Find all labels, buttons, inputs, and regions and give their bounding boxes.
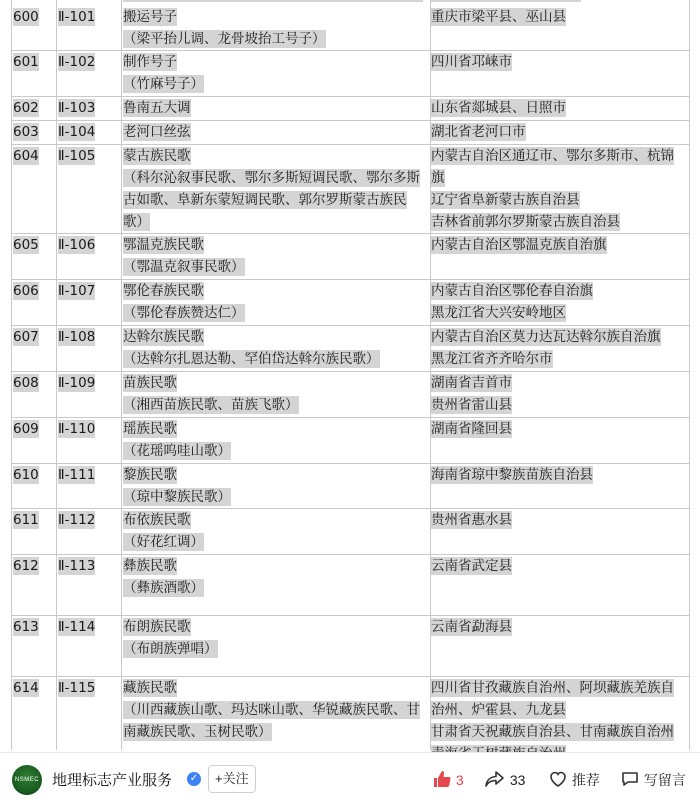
- item-subtitle: （达斡尔扎恩达勒、罕伯岱达斡尔族民歌）: [123, 351, 380, 367]
- item-name-text: 鄂伦春族民歌: [123, 283, 204, 299]
- item-name-text: 制作号子: [123, 54, 177, 70]
- item-code: [58, 555, 95, 577]
- item-subtitle: 歌）: [123, 214, 150, 230]
- table-row: [11, 616, 689, 677]
- item-location: [431, 280, 693, 324]
- location-line: 内蒙古自治区鄂温克族自治旗: [431, 237, 607, 253]
- share-arrow-icon: [484, 769, 506, 789]
- table-row: [11, 280, 689, 326]
- recommend-label: 推荐: [571, 772, 600, 788]
- location-line: 四川省邛崃市: [431, 54, 512, 70]
- location-line: 海南省琼中黎族苗族自治县: [431, 467, 593, 483]
- item-subtitle: （花瑶呜哇山歌）: [123, 443, 231, 459]
- item-location: [431, 509, 693, 531]
- item-code-text: Ⅱ-104: [58, 124, 96, 140]
- location-line: 贵州省惠水县: [431, 512, 512, 528]
- location-line: 黑龙江省齐齐哈尔市: [431, 351, 553, 367]
- row-number: [13, 677, 39, 699]
- table-row: [11, 464, 689, 509]
- item-name-text: 搬运号子: [123, 9, 177, 25]
- location-line: 湖北省老河口市: [431, 124, 526, 140]
- item-name-text: 布依族民歌: [123, 512, 191, 528]
- item-subtitle: （鄂伦春族赞达仁）: [123, 305, 245, 321]
- item-code-text: Ⅱ-109: [58, 375, 96, 391]
- item-code: [58, 97, 95, 119]
- table-row: [11, 6, 689, 51]
- item-code: [58, 234, 95, 256]
- item-location: [431, 616, 693, 638]
- item-code-text: Ⅱ-101: [58, 9, 96, 25]
- row-number-text: 603: [13, 124, 39, 140]
- row-number-text: 605: [13, 237, 39, 253]
- article-footer-bar: [0, 752, 700, 803]
- location-line: 重庆市梁平县、巫山县: [431, 9, 566, 25]
- item-code: [58, 464, 95, 486]
- row-number: [13, 234, 39, 256]
- like-count: 3: [455, 772, 464, 788]
- item-name: [123, 677, 429, 743]
- item-name-text: 藏族民歌: [123, 680, 177, 696]
- item-subtitle: 南藏族民歌、玉树民歌）: [123, 724, 272, 740]
- table-row: [11, 121, 689, 145]
- row-number-text: 600: [13, 9, 39, 25]
- item-name-text: 布朗族民歌: [123, 619, 191, 635]
- location-line: 吉林省前郭尔罗斯蒙古族自治县: [431, 214, 620, 230]
- item-code: [58, 677, 95, 699]
- row-number-text: 602: [13, 100, 39, 116]
- account-logo[interactable]: NSMEC: [12, 765, 42, 795]
- item-code-text: Ⅱ-113: [58, 558, 96, 574]
- table-row: [11, 555, 689, 616]
- item-code-text: Ⅱ-106: [58, 237, 96, 253]
- comment-edit-icon: [620, 769, 640, 789]
- item-subtitle: （鄂温克叙事民歌）: [123, 259, 245, 275]
- item-location: [431, 6, 693, 28]
- item-code-text: Ⅱ-110: [58, 421, 96, 437]
- column-divider: [11, 0, 12, 750]
- item-name-text: 苗族民歌: [123, 375, 177, 391]
- row-number-text: 612: [13, 558, 39, 574]
- item-location: [431, 464, 693, 486]
- item-code-text: Ⅱ-115: [58, 680, 96, 696]
- row-number-text: 608: [13, 375, 39, 391]
- comment-button[interactable]: [620, 769, 686, 790]
- item-name: [123, 121, 429, 143]
- item-name: [123, 464, 429, 508]
- item-name-text: 老河口丝弦: [123, 124, 191, 140]
- like-button[interactable]: [432, 769, 464, 789]
- item-code-text: Ⅱ-111: [58, 467, 96, 483]
- row-number-text: 613: [13, 619, 39, 635]
- item-name: [123, 372, 429, 416]
- item-name: [123, 280, 429, 324]
- column-divider: [430, 0, 431, 750]
- item-code-text: Ⅱ-112: [58, 512, 96, 528]
- item-location: [431, 234, 693, 256]
- row-number-text: 614: [13, 680, 39, 696]
- row-number: [13, 418, 39, 440]
- item-name: [123, 234, 429, 278]
- item-subtitle: （竹麻号子）: [123, 76, 204, 92]
- location-line: 旗: [431, 170, 445, 186]
- item-name: [123, 326, 429, 370]
- item-subtitle: （彝族酒歌）: [123, 580, 204, 596]
- recommend-button[interactable]: [548, 769, 600, 790]
- row-number: [13, 145, 39, 167]
- location-line: 山东省郯城县、日照市: [431, 100, 566, 116]
- item-name-text: 鲁南五大调: [123, 100, 191, 116]
- share-count: 33: [509, 772, 526, 788]
- row-number: [13, 121, 39, 143]
- item-subtitle: （梁平抬儿调、龙骨坡抬工号子）: [123, 31, 326, 47]
- heart-icon: [548, 769, 568, 789]
- location-line: 四川省甘孜藏族自治州、阿坝藏族羌族自: [431, 680, 674, 696]
- location-line: 黑龙江省大兴安岭地区: [431, 305, 566, 321]
- item-code: [58, 509, 95, 531]
- item-code-text: Ⅱ-105: [58, 148, 96, 164]
- share-button[interactable]: [484, 769, 525, 789]
- location-line: 云南省武定县: [431, 558, 512, 574]
- item-name-text: 瑶族民歌: [123, 421, 177, 437]
- row-number-text: 607: [13, 329, 39, 345]
- location-line: 甘肃省天祝藏族自治县、甘南藏族自治州: [431, 724, 674, 740]
- location-line: 湖南省吉首市: [431, 375, 512, 391]
- item-code-text: Ⅱ-102: [58, 54, 96, 70]
- item-code: [58, 280, 95, 302]
- row-number: [13, 326, 39, 348]
- item-subtitle: （好花红调）: [123, 534, 204, 550]
- item-name-text: 鄂温克族民歌: [123, 237, 204, 253]
- table-row: [11, 372, 689, 418]
- item-code-text: Ⅱ-103: [58, 100, 96, 116]
- item-name-text: 达斡尔族民歌: [123, 329, 204, 345]
- row-number: [13, 6, 39, 28]
- table-row: [11, 509, 689, 555]
- column-divider: [689, 0, 690, 750]
- table-row: [11, 51, 689, 97]
- item-name: [123, 418, 429, 462]
- row-number-text: 606: [13, 283, 39, 299]
- item-code: [58, 372, 95, 394]
- location-line: 内蒙古自治区通辽市、鄂尔多斯市、杭锦: [431, 148, 674, 164]
- row-number-text: 609: [13, 421, 39, 437]
- item-code: [58, 418, 95, 440]
- item-code: [58, 326, 95, 348]
- row-number-text: 604: [13, 148, 39, 164]
- item-subtitle: （科尔沁叙事民歌、鄂尔多斯短调民歌、鄂尔多斯: [123, 170, 420, 186]
- item-name: [123, 97, 429, 119]
- location-line: 辽宁省阜新蒙古族自治县: [431, 192, 580, 208]
- item-subtitle: （湘西苗族民歌、苗族飞歌）: [123, 397, 299, 413]
- table-row: [11, 418, 689, 464]
- item-name-text: 蒙古族民歌: [123, 148, 191, 164]
- item-subtitle: （琼中黎族民歌）: [123, 489, 231, 505]
- item-location: [431, 121, 693, 143]
- item-name-text: 黎族民歌: [123, 467, 177, 483]
- row-number: [13, 464, 39, 486]
- item-name: [123, 509, 429, 553]
- item-code: [58, 145, 95, 167]
- location-line: 湖南省隆回县: [431, 421, 512, 437]
- item-subtitle: 古如歌、阜新东蒙短调民歌、郭尔罗斯蒙古族民: [123, 192, 407, 208]
- table-row: [11, 326, 689, 372]
- location-line: 贵州省雷山县: [431, 397, 512, 413]
- item-location: [431, 51, 693, 73]
- item-name-text: 彝族民歌: [123, 558, 177, 574]
- location-line: 治州、炉霍县、九龙县: [431, 702, 566, 718]
- row-number: [13, 51, 39, 73]
- item-code: [58, 6, 95, 28]
- item-name: [123, 145, 429, 233]
- row-number-text: 610: [13, 467, 39, 483]
- item-location: [431, 97, 693, 119]
- item-name: [123, 51, 429, 95]
- verified-icon: ✓: [187, 772, 201, 786]
- account-name[interactable]: 地理标志产业服务: [52, 772, 173, 789]
- item-name: [123, 616, 429, 660]
- row-number-text: 601: [13, 54, 39, 70]
- item-code: [58, 616, 95, 638]
- location-line: 内蒙古自治区鄂伦春自治旗: [431, 283, 593, 299]
- table-row: [11, 97, 689, 121]
- item-subtitle: （川西藏族山歌、玛达咪山歌、华锐藏族民歌、甘: [123, 702, 420, 718]
- row-number: [13, 280, 39, 302]
- item-location: [431, 418, 693, 440]
- item-code-text: Ⅱ-107: [58, 283, 96, 299]
- item-code: [58, 51, 95, 73]
- item-code-text: Ⅱ-114: [58, 619, 96, 635]
- item-code: [58, 121, 95, 143]
- item-location: [431, 326, 693, 370]
- comment-label: 写留言: [643, 772, 686, 788]
- row-number: [13, 372, 39, 394]
- item-location: [431, 145, 693, 233]
- follow-button[interactable]: +关注: [208, 765, 256, 793]
- row-number-text: 611: [13, 512, 39, 528]
- item-location: [431, 372, 693, 416]
- column-divider: [121, 0, 122, 750]
- table-row: [11, 234, 689, 280]
- row-number: [13, 97, 39, 119]
- location-line: 内蒙古自治区莫力达瓦达斡尔族自治旗: [431, 329, 661, 345]
- row-number: [13, 509, 39, 531]
- row-number: [13, 555, 39, 577]
- item-subtitle: （布朗族弹唱）: [123, 641, 218, 657]
- location-line: 云南省勐海县: [431, 619, 512, 635]
- item-code-text: Ⅱ-108: [58, 329, 96, 345]
- item-location: [431, 555, 693, 577]
- row-number: [13, 616, 39, 638]
- table-row: [11, 145, 689, 234]
- column-divider: [56, 0, 57, 750]
- thumbs-up-icon: [432, 769, 452, 789]
- item-name: [123, 555, 429, 599]
- item-name: [123, 6, 429, 50]
